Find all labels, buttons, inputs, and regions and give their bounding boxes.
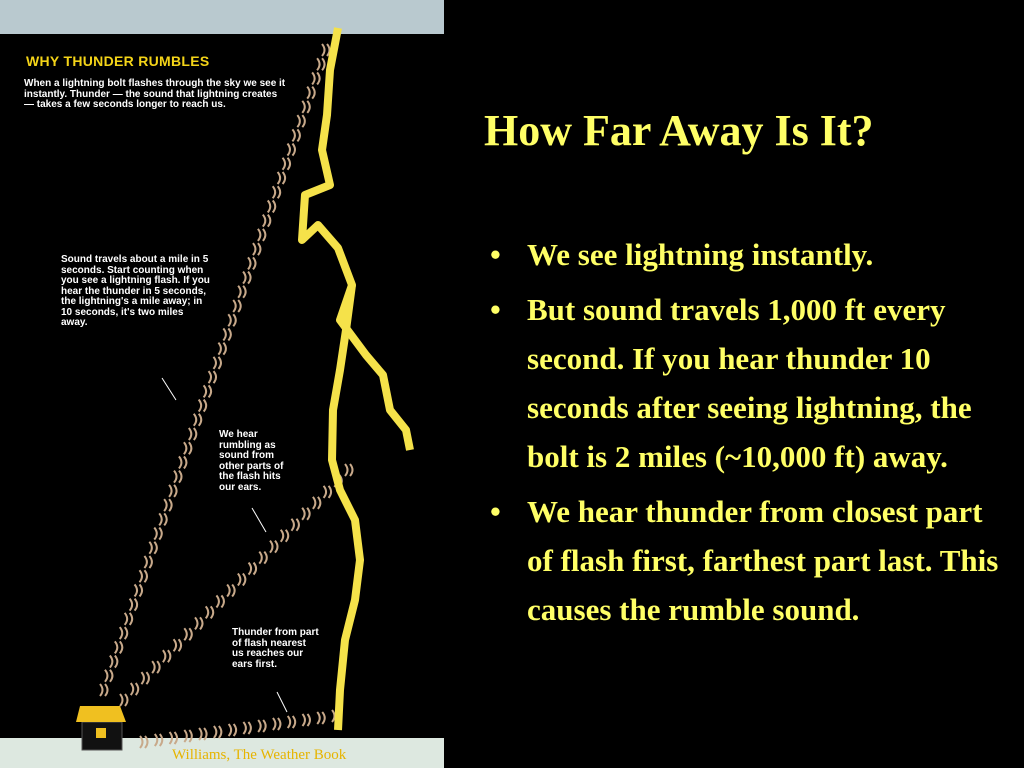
sound-wave-arc: [313, 497, 316, 509]
sound-wave-arc: [292, 144, 295, 156]
sound-wave-arc: [174, 639, 177, 651]
sound-wave-arc: [332, 710, 335, 722]
sound-wave-arc: [243, 286, 246, 298]
lightning-bolt: [302, 28, 410, 450]
sound-wave-arc: [302, 508, 305, 520]
sound-wave-arc: [120, 627, 123, 639]
sound-wave-arc: [248, 257, 251, 269]
sound-wave-arc: [324, 486, 327, 498]
sound-wave-arc: [302, 101, 305, 113]
sound-wave-arc: [169, 499, 172, 511]
bullet-marker: •: [490, 237, 501, 272]
sound-wave-arc: [288, 716, 291, 728]
sound-wave-arc: [254, 563, 257, 575]
sound-wave-arc: [238, 300, 241, 312]
sound-wave-arc: [228, 328, 231, 340]
sound-wave-arc: [317, 58, 320, 70]
sound-wave-arc: [163, 650, 166, 662]
sound-wave-arc: [297, 129, 300, 141]
illustration-intro: When a lightning bolt flashes through the sky we see it instantly. Thunder — the sound that lightning creates — takes a few seconds longer to reach us.: [24, 78, 286, 110]
sound-wave-arc: [302, 115, 305, 127]
sound-wave-arc: [233, 300, 236, 312]
sound-wave-arc: [115, 641, 118, 653]
pointer-line: [162, 378, 176, 400]
sound-wave-arc: [345, 464, 348, 476]
sound-wave-arc: [275, 541, 278, 553]
sound-wave-arc: [350, 464, 353, 476]
sound-wave-arc: [322, 712, 325, 724]
sound-wave-arc: [174, 485, 177, 497]
sound-wave-arc: [105, 684, 108, 696]
sound-wave-arc: [248, 272, 251, 284]
sound-wave-arc: [253, 243, 256, 255]
sound-wave-arc: [218, 343, 221, 355]
sound-wave-arc: [216, 595, 219, 607]
sound-wave-arc: [307, 87, 310, 99]
sound-wave-arc: [184, 442, 187, 454]
sound-wave-arc: [141, 672, 144, 684]
sound-wave-arc: [221, 595, 224, 607]
sound-wave-arc: [211, 606, 214, 618]
sound-wave-arc: [270, 541, 273, 553]
sound-wave-arc: [179, 456, 182, 468]
sound-wave-arc: [149, 542, 152, 554]
sound-wave-arc: [278, 718, 281, 730]
sound-wave-arc: [199, 728, 202, 740]
sound-wave-arc: [115, 656, 118, 668]
sound-wave-arc: [199, 414, 202, 426]
sound-wave-arc: [317, 72, 320, 84]
sound-wave-arc: [194, 414, 197, 426]
sound-wave-arc: [164, 513, 167, 525]
bullet-marker: •: [490, 494, 501, 529]
slide-title: How Far Away Is It?: [484, 106, 874, 155]
sound-wave-arc: [189, 442, 192, 454]
sound-wave-arc: [164, 499, 167, 511]
sound-wave-arc: [149, 556, 152, 568]
sound-wave-arc: [189, 428, 192, 440]
sound-wave-arc: [120, 694, 123, 706]
sound-wave-arc: [288, 158, 291, 170]
sound-wave-arc: [154, 528, 157, 540]
sound-wave-arc: [168, 650, 171, 662]
sound-wave-arc: [234, 724, 237, 736]
sound-wave-arc: [307, 714, 310, 726]
sound-wave-arc: [140, 584, 143, 596]
bullet-text: We see lightning instantly.: [527, 237, 874, 272]
sound-wave-arc: [194, 428, 197, 440]
sound-wave-arc: [302, 714, 305, 726]
sound-wave-arc: [258, 243, 261, 255]
sound-wave-arc: [195, 617, 198, 629]
sound-wave-arc: [229, 724, 232, 736]
sound-wave-arc: [144, 570, 147, 582]
bullet-text: We hear thunder from closest part of flash first, farthest part last. This causes the rumble sound.: [527, 494, 999, 627]
sound-wave-arc: [238, 574, 241, 586]
sound-wave-arc: [253, 257, 256, 269]
sound-wave-arc: [159, 513, 162, 525]
sound-wave-arc: [189, 628, 192, 640]
sound-wave-arc: [233, 314, 236, 326]
sound-wave-arc: [283, 172, 286, 184]
sound-wave-arc: [223, 328, 226, 340]
sound-wave-arc: [232, 584, 235, 596]
sound-wave-arc: [227, 584, 230, 596]
sound-wave-arc: [297, 115, 300, 127]
sound-wave-arc: [286, 530, 289, 542]
sound-wave-arc: [209, 385, 212, 397]
bullet-marker: •: [490, 292, 501, 327]
sound-wave-arc: [281, 530, 284, 542]
sound-wave-arc: [125, 694, 128, 706]
sound-wave-arc: [120, 641, 123, 653]
sound-wave-arc: [248, 722, 251, 734]
sound-wave-arc: [179, 471, 182, 483]
sound-wave-arc: [322, 58, 325, 70]
note-counting: Sound travels about a mile in 5 seconds. Start counting when you see a lightning flash. If you hear the thunder in 5 seconds, the lightning's a mile away; in 10 seconds, it's two miles away.: [61, 254, 210, 328]
sound-wave-arc: [204, 728, 207, 740]
bullet-item: [490, 487, 1000, 634]
sound-wave-arc: [146, 672, 149, 684]
sound-wave-arc: [219, 726, 222, 738]
sound-wave-arc: [268, 215, 271, 227]
bullet-text: But sound travels 1,000 ft every second. If you hear thunder 10 seconds after seeing lightning, the bolt is 2 miles (~10,000 ft) away.: [527, 292, 972, 474]
sound-wave-arc: [214, 726, 217, 738]
sound-wave-arc: [125, 613, 128, 625]
illustration-heading: WHY THUNDER RUMBLES: [26, 53, 210, 69]
sound-wave-arc: [159, 528, 162, 540]
sound-wave-arc: [278, 172, 281, 184]
sound-wave-arc: [206, 606, 209, 618]
sound-wave-arc: [243, 574, 246, 586]
sound-wave-arc: [263, 229, 266, 241]
sound-wave-arc: [213, 357, 216, 369]
sound-wave-arc: [169, 485, 172, 497]
bullet-item: [490, 230, 1000, 279]
sound-wave-arc: [263, 215, 266, 227]
sound-wave-arc: [273, 186, 276, 198]
sound-wave-arc: [287, 144, 290, 156]
sound-wave-arc: [204, 400, 207, 412]
sound-wave-arc: [317, 712, 320, 724]
sound-wave-arc: [292, 129, 295, 141]
sound-wave-arc: [263, 720, 266, 732]
sound-wave-arc: [157, 661, 160, 673]
sound-wave-arc: [296, 519, 299, 531]
sound-wave-arc: [258, 229, 261, 241]
sound-wave-arc: [135, 599, 138, 611]
sound-wave-arc: [318, 497, 321, 509]
sound-wave-arc: [273, 718, 276, 730]
note-nearest: Thunder from part of flash nearest us reaches our ears first.: [232, 627, 319, 670]
sound-wave-arc: [152, 661, 155, 673]
sound-wave-arc: [291, 519, 294, 531]
sound-wave-arc: [243, 722, 246, 734]
thunder-illustration: [0, 0, 444, 768]
sound-wave-arc: [243, 272, 246, 284]
sound-wave-arc: [312, 72, 315, 84]
sound-wave-arc: [184, 730, 187, 742]
sound-wave-arc: [329, 486, 332, 498]
sound-wave-arc: [110, 656, 113, 668]
lightning-bolt-branch: [332, 285, 360, 730]
sound-wave-arc: [223, 343, 226, 355]
sound-wave-arc: [179, 639, 182, 651]
sound-wave-arc: [174, 471, 177, 483]
sound-wave-arc: [204, 385, 207, 397]
bullet-item: [490, 285, 1000, 481]
sound-wave-arc: [144, 556, 147, 568]
sound-wave-arc: [322, 44, 325, 56]
sound-wave-arc: [259, 552, 262, 564]
pointer-line: [277, 692, 287, 712]
illustration-panel: [0, 0, 444, 768]
sound-wave-arc: [131, 683, 134, 695]
sound-wave-arc: [209, 371, 212, 383]
note-rumbling: We hear rumbling as sound from other parts of the flash hits our ears.: [219, 429, 284, 493]
sound-wave-arc: [278, 186, 281, 198]
sound-wave-arc: [154, 542, 157, 554]
sound-wave-arc: [307, 101, 310, 113]
sound-wave-arc: [264, 552, 267, 564]
sound-wave-arc: [189, 730, 192, 742]
image-credit: Williams, The Weather Book: [172, 747, 347, 763]
sound-wave-arc: [238, 286, 241, 298]
sound-wave-arc: [105, 670, 108, 682]
sound-wave-arc: [200, 617, 203, 629]
sound-wave-arc: [130, 599, 133, 611]
sound-wave-arc: [268, 200, 271, 212]
sound-wave-arc: [184, 628, 187, 640]
sound-wave-arc: [139, 570, 142, 582]
sound-wave-arc: [249, 563, 252, 575]
house-icon: [76, 706, 126, 750]
bullet-list: [490, 230, 1000, 640]
sound-wave-arc: [125, 627, 128, 639]
sound-wave-arc: [273, 200, 276, 212]
sound-wave-arc: [228, 314, 231, 326]
sound-wave-arc: [218, 357, 221, 369]
sky-strip: [0, 0, 444, 34]
sound-wave-arc: [312, 87, 315, 99]
sound-wave-arc: [258, 720, 261, 732]
sound-wave-arc: [199, 400, 202, 412]
sound-wave-arc: [130, 613, 133, 625]
sound-wave-arc: [135, 584, 138, 596]
pointer-line: [252, 508, 266, 532]
sound-wave-arc: [293, 716, 296, 728]
sound-wave-arc: [136, 683, 139, 695]
sound-wave-arc: [100, 684, 103, 696]
sound-wave-arc: [214, 371, 217, 383]
sound-wave-arc: [307, 508, 310, 520]
sound-wave-arc: [184, 456, 187, 468]
sound-wave-arc: [110, 670, 113, 682]
sound-wave-arc: [283, 158, 286, 170]
